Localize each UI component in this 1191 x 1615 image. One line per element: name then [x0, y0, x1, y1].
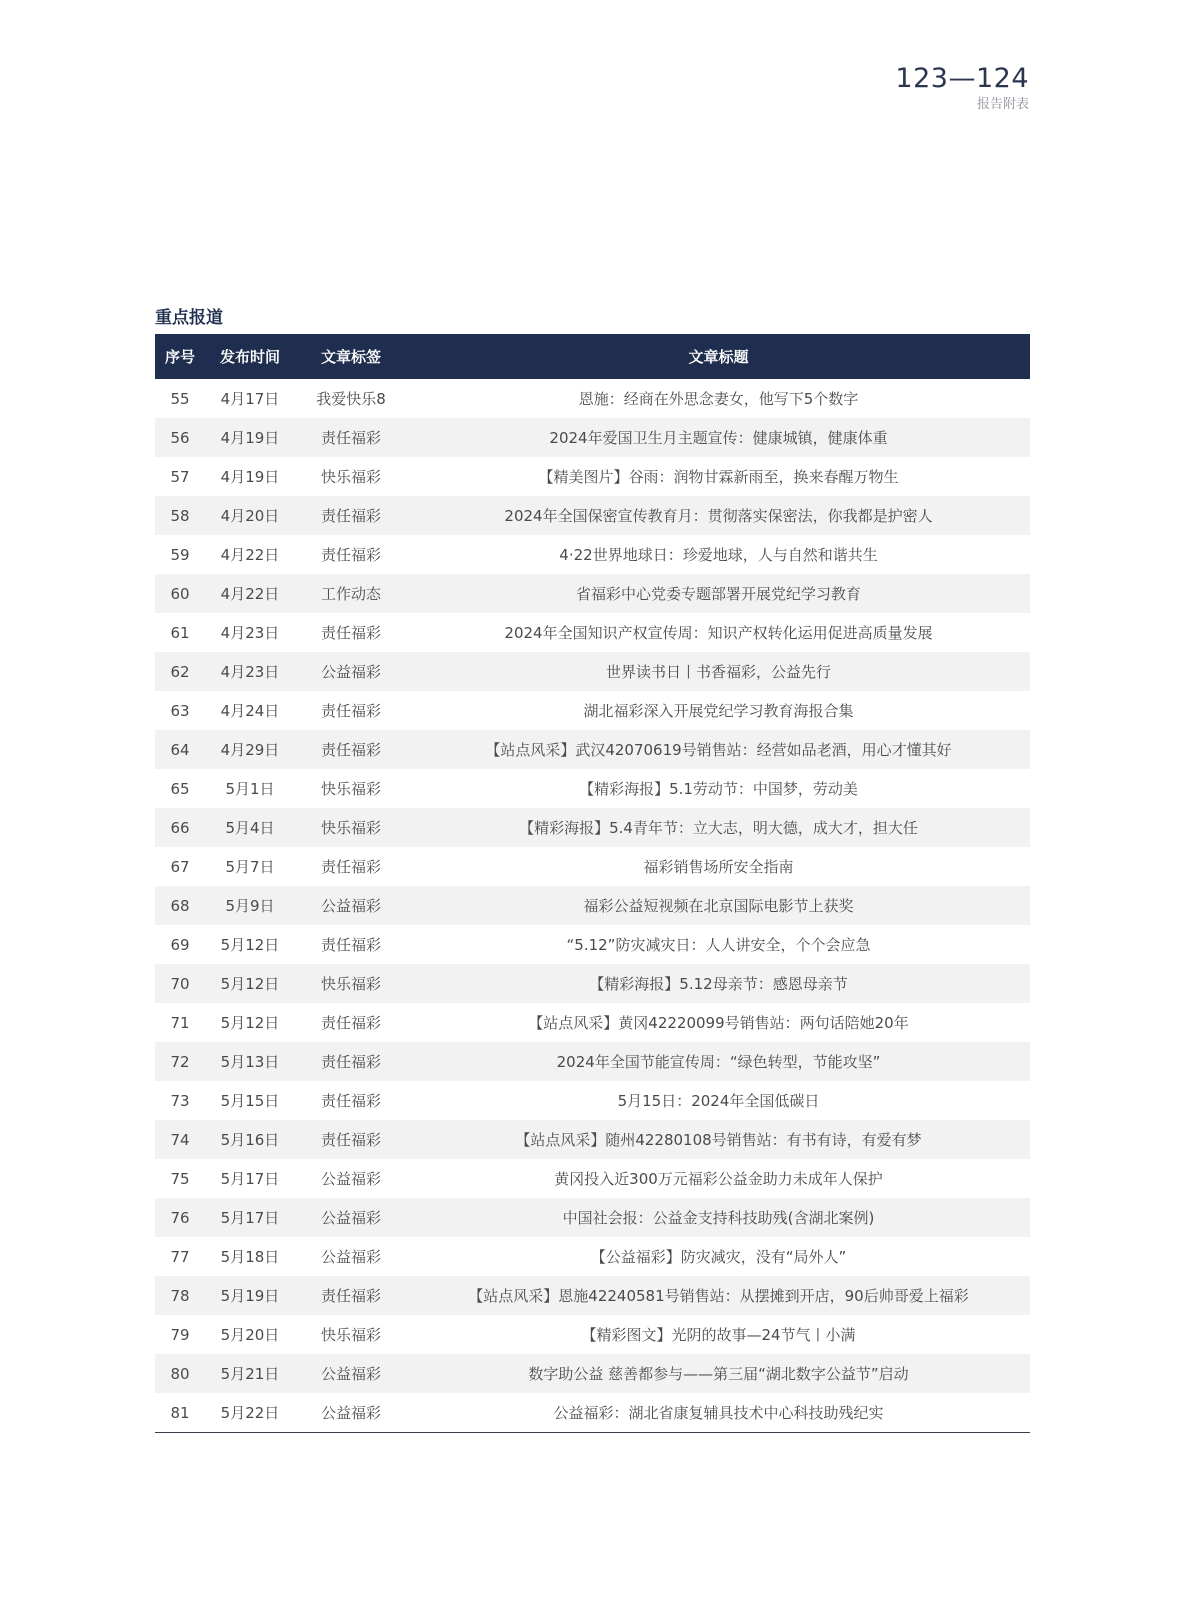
cell-number: 74: [155, 1120, 205, 1159]
cell-tag: 公益福彩: [320, 1248, 381, 1266]
table-row: [155, 730, 1030, 769]
cell-number: 55: [170, 389, 190, 408]
cell-title: 世界读书日丨书香福彩，公益先行: [407, 652, 1030, 691]
cell-title: 湖北福彩深入开展党纪学习教育海报合集: [583, 702, 854, 720]
cell-date: 5月1日: [225, 780, 275, 798]
cell-title: 2024年全国保密宣传教育月：贯彻落实保密法，你我都是护密人: [407, 496, 1030, 535]
cell-date: 5月15日: [220, 1092, 280, 1110]
report-table: [155, 334, 1030, 1433]
cell-date: 5月18日: [220, 1248, 280, 1266]
cell-title: 公益福彩：湖北省康复辅具技术中心科技助残纪实: [407, 1393, 1030, 1433]
cell-tag: 快乐福彩: [320, 1326, 381, 1344]
cell-title: 2024年全国知识产权宣传周：知识产权转化运用促进高质量发展: [504, 624, 933, 642]
cell-number: 60: [155, 574, 205, 613]
cell-title: 【精美图片】谷雨：润物甘霖新雨至，换来春醒万物生: [538, 468, 899, 486]
cell-date: 4月22日: [205, 574, 295, 613]
table-row: [155, 535, 1030, 574]
cell-number: 64: [155, 730, 205, 769]
cell-date: 5月20日: [220, 1326, 280, 1344]
cell-date: 5月13日: [205, 1042, 295, 1081]
table-row: [155, 886, 1030, 925]
cell-date: 5月22日: [205, 1393, 295, 1433]
cell-date: 4月23日: [205, 652, 295, 691]
table-row: [155, 1393, 1030, 1433]
cell-title: 福彩销售场所安全指南: [643, 858, 794, 876]
cell-number: 59: [170, 545, 190, 564]
cell-date: 4月19日: [205, 418, 295, 457]
column-header-number: 序号: [155, 334, 205, 379]
cell-tag: 责任福彩: [295, 496, 407, 535]
table-row: [155, 1042, 1030, 1081]
cell-date: 5月17日: [220, 1170, 280, 1188]
cell-tag: 公益福彩: [295, 1354, 407, 1393]
table-row: [155, 691, 1030, 730]
table-row: [155, 769, 1030, 808]
table-row: [155, 847, 1030, 886]
table-row: [155, 1198, 1030, 1237]
cell-number: 57: [170, 467, 190, 486]
cell-date: 5月12日: [205, 964, 295, 1003]
cell-title: 5月15日：2024年全国低碳日: [617, 1092, 820, 1110]
table-row: [155, 964, 1030, 1003]
cell-title: 2024年爱国卫生月主题宣传：健康城镇，健康体重: [407, 418, 1030, 457]
cell-title: 2024年全国节能宣传周：“绿色转型，节能攻坚”: [407, 1042, 1030, 1081]
cell-tag: 快乐福彩: [320, 780, 381, 798]
table-row: [155, 457, 1030, 496]
cell-date: 4月17日: [220, 390, 280, 408]
cell-number: 75: [170, 1169, 190, 1188]
cell-date: 5月16日: [205, 1120, 295, 1159]
table-row: [155, 1237, 1030, 1276]
cell-number: 71: [170, 1013, 190, 1032]
cell-number: 61: [170, 623, 190, 642]
cell-tag: 公益福彩: [295, 652, 407, 691]
cell-title: 【公益福彩】防灾减灾，没有“局外人”: [590, 1248, 847, 1266]
cell-number: 80: [155, 1354, 205, 1393]
cell-title: 【站点风采】黄冈42220099号销售站：两句话陪她20年: [528, 1014, 909, 1032]
table-row: [155, 652, 1030, 691]
table-row: [155, 808, 1030, 847]
cell-tag: 公益福彩: [295, 886, 407, 925]
cell-tag: 责任福彩: [320, 624, 381, 642]
column-header-tag: 文章标签: [295, 334, 407, 379]
cell-date: 5月17日: [205, 1198, 295, 1237]
cell-tag: 责任福彩: [320, 1092, 381, 1110]
cell-number: 68: [155, 886, 205, 925]
cell-title: 【精彩海报】5.12母亲节：感恩母亲节: [407, 964, 1030, 1003]
page-number: 123—124: [895, 63, 1029, 94]
cell-number: 78: [155, 1276, 205, 1315]
cell-number: 56: [155, 418, 205, 457]
page-subtitle: 报告附表: [976, 97, 1029, 112]
cell-title: 省福彩中心党委专题部署开展党纪学习教育: [407, 574, 1030, 613]
cell-title: 【精彩海报】5.1劳动节：中国梦，劳动美: [579, 780, 858, 798]
cell-number: 62: [155, 652, 205, 691]
cell-tag: 工作动态: [295, 574, 407, 613]
cell-title: 【站点风采】恩施42240581号销售站：从摆摊到开店，90后帅哥爱上福彩: [407, 1276, 1030, 1315]
cell-tag: 责任福彩: [320, 858, 381, 876]
cell-tag: 责任福彩: [295, 1120, 407, 1159]
cell-tag: 公益福彩: [320, 1170, 381, 1188]
cell-number: 58: [155, 496, 205, 535]
cell-tag: 责任福彩: [295, 1042, 407, 1081]
cell-title: 【精彩海报】5.4青年节：立大志，明大德，成大才，担大任: [407, 808, 1030, 847]
cell-title: 中国社会报：公益金支持科技助残(含湖北案例): [407, 1198, 1030, 1237]
column-header-title: 文章标题: [407, 334, 1030, 379]
cell-title: “5.12”防灾减灾日：人人讲安全，个个会应急: [566, 936, 871, 954]
cell-date: 5月12日: [220, 1014, 280, 1032]
table-row: [155, 1315, 1030, 1354]
cell-number: 65: [170, 779, 190, 798]
cell-tag: 责任福彩: [295, 1276, 407, 1315]
table-row: [155, 925, 1030, 964]
table-row: [155, 1003, 1030, 1042]
cell-tag: 责任福彩: [295, 730, 407, 769]
table-row: [155, 1276, 1030, 1315]
cell-title: 【精彩图文】光阴的故事—24节气丨小满: [581, 1326, 856, 1344]
cell-number: 77: [170, 1247, 190, 1266]
cell-date: 5月9日: [205, 886, 295, 925]
cell-tag: 责任福彩: [320, 546, 381, 564]
cell-title: 4·22世界地球日：珍爱地球，人与自然和谐共生: [559, 546, 878, 564]
section-title: 重点报道: [155, 308, 223, 328]
column-header-date: 发布时间: [205, 334, 295, 379]
cell-number: 81: [155, 1393, 205, 1433]
cell-number: 66: [155, 808, 205, 847]
cell-number: 73: [170, 1091, 190, 1110]
cell-tag: 责任福彩: [320, 1014, 381, 1032]
cell-tag: 快乐福彩: [295, 964, 407, 1003]
cell-date: 4月22日: [220, 546, 280, 564]
cell-tag: 快乐福彩: [295, 808, 407, 847]
cell-number: 69: [170, 935, 190, 954]
cell-title: 黄冈投入近300万元福彩公益金助力未成年人保护: [554, 1170, 883, 1188]
cell-number: 72: [155, 1042, 205, 1081]
cell-number: 76: [155, 1198, 205, 1237]
cell-date: 4月29日: [205, 730, 295, 769]
cell-title: 恩施：经商在外思念妻女，他写下5个数字: [578, 390, 859, 408]
cell-date: 5月21日: [205, 1354, 295, 1393]
cell-date: 5月7日: [225, 858, 275, 876]
cell-date: 5月12日: [220, 936, 280, 954]
cell-tag: 公益福彩: [295, 1393, 407, 1433]
cell-date: 5月4日: [205, 808, 295, 847]
table-row: [155, 379, 1030, 418]
cell-date: 4月23日: [220, 624, 280, 642]
cell-date: 4月24日: [220, 702, 280, 720]
cell-number: 70: [155, 964, 205, 1003]
table-row: [155, 613, 1030, 652]
table-row: [155, 574, 1030, 613]
cell-date: 4月19日: [220, 468, 280, 486]
table-body: [155, 379, 1030, 1433]
table-row: [155, 496, 1030, 535]
cell-tag: 快乐福彩: [320, 468, 381, 486]
cell-tag: 公益福彩: [295, 1198, 407, 1237]
table-row: [155, 1081, 1030, 1120]
cell-title: 福彩公益短视频在北京国际电影节上获奖: [407, 886, 1030, 925]
cell-title: 【站点风采】随州42280108号销售站：有书有诗，有爱有梦: [407, 1120, 1030, 1159]
cell-number: 67: [170, 857, 190, 876]
cell-tag: 我爱快乐8: [316, 390, 386, 408]
cell-tag: 责任福彩: [295, 418, 407, 457]
cell-date: 5月19日: [205, 1276, 295, 1315]
cell-tag: 责任福彩: [320, 702, 381, 720]
table-header-row: [155, 334, 1030, 379]
cell-title: 【站点风采】武汉42070619号销售站：经营如品老酒，用心才懂其好: [407, 730, 1030, 769]
table-row: [155, 1120, 1030, 1159]
table-row: [155, 1159, 1030, 1198]
cell-tag: 责任福彩: [320, 936, 381, 954]
table-row: [155, 1354, 1030, 1393]
cell-title: 数字助公益 慈善都参与——第三届“湖北数字公益节”启动: [407, 1354, 1030, 1393]
table-row: [155, 418, 1030, 457]
cell-number: 79: [170, 1325, 190, 1344]
cell-date: 4月20日: [205, 496, 295, 535]
cell-number: 63: [170, 701, 190, 720]
